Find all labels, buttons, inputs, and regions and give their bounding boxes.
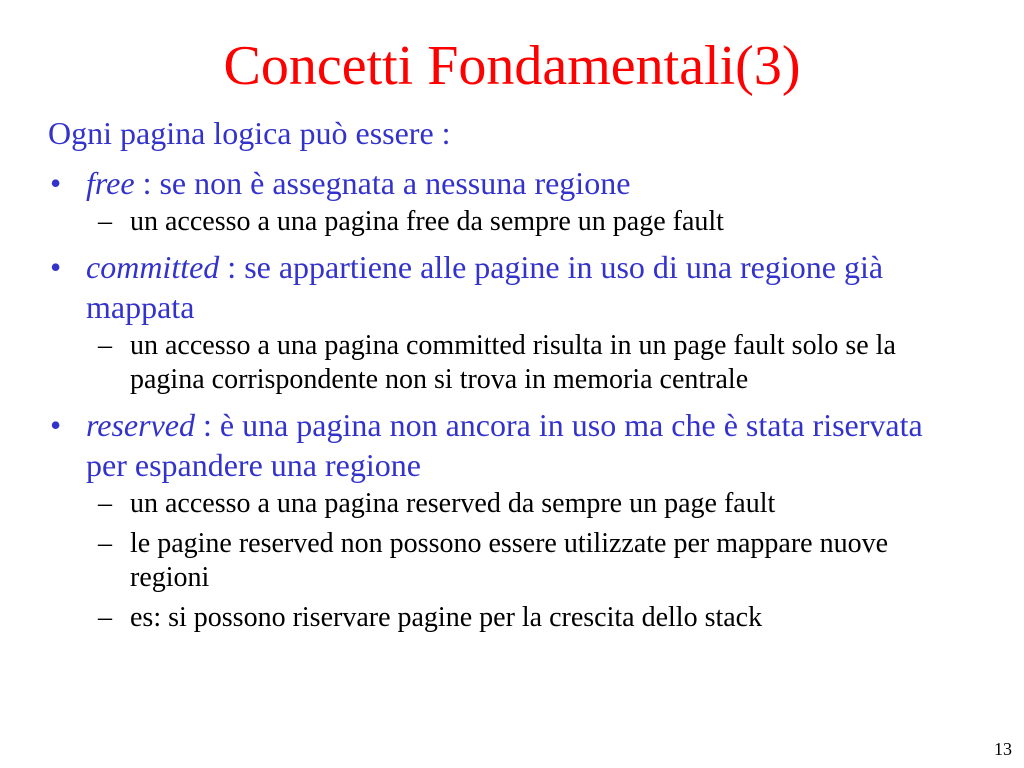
page-number: 13 — [994, 739, 1012, 759]
definition-committed: : se appartiene alle pagine in uso di una regione già mappata — [86, 249, 884, 325]
sub-item-text: le pagine reserved non possono essere utilizzate per mappare nuove regioni — [130, 528, 889, 593]
term-committed: committed — [86, 249, 220, 285]
definition-reserved: : è una pagina non ancora in uso ma che è stata riservata per espandere una regione — [86, 407, 923, 483]
sub-list-reserved — [48, 487, 948, 635]
dash-icon: – — [98, 330, 112, 361]
bullet-item-reserved — [48, 405, 948, 485]
sub-list-free — [48, 205, 948, 239]
bullet-item-committed — [48, 247, 948, 327]
term-reserved: reserved — [86, 407, 195, 443]
bullet-icon: • — [50, 407, 62, 443]
intro-text: Ogni pagina logica può essere : — [48, 115, 451, 151]
dash-icon: – — [98, 206, 112, 237]
sub-item — [48, 527, 948, 595]
sub-item-text: un accesso a una pagina free da sempre un page fault — [130, 206, 724, 237]
dash-icon: – — [98, 488, 112, 519]
sub-item — [48, 487, 948, 521]
bullet-icon: • — [50, 165, 62, 201]
definition-free: : se non è assegnata a nessuna regione — [134, 165, 631, 201]
sub-item — [48, 601, 948, 635]
bullet-item-free — [48, 163, 948, 203]
sub-list-committed — [48, 329, 948, 397]
dash-icon: – — [98, 528, 112, 559]
sub-item-text: es: si possono riservare pagine per la crescita dello stack — [130, 602, 763, 633]
bullet-icon: • — [50, 249, 62, 285]
sub-item-text: un accesso a una pagina committed risulta in un page fault solo se la pagina corrispondente non si trova in memoria centrale — [130, 330, 896, 395]
sub-item-text: un accesso a una pagina reserved da sempre un page fault — [130, 488, 776, 519]
slide-title: Concetti Fondamentali(3) — [223, 35, 801, 97]
sub-item — [48, 205, 948, 239]
term-free: free — [86, 165, 135, 201]
slide-body — [48, 113, 948, 643]
sub-item — [48, 329, 948, 397]
dash-icon: – — [98, 602, 112, 633]
